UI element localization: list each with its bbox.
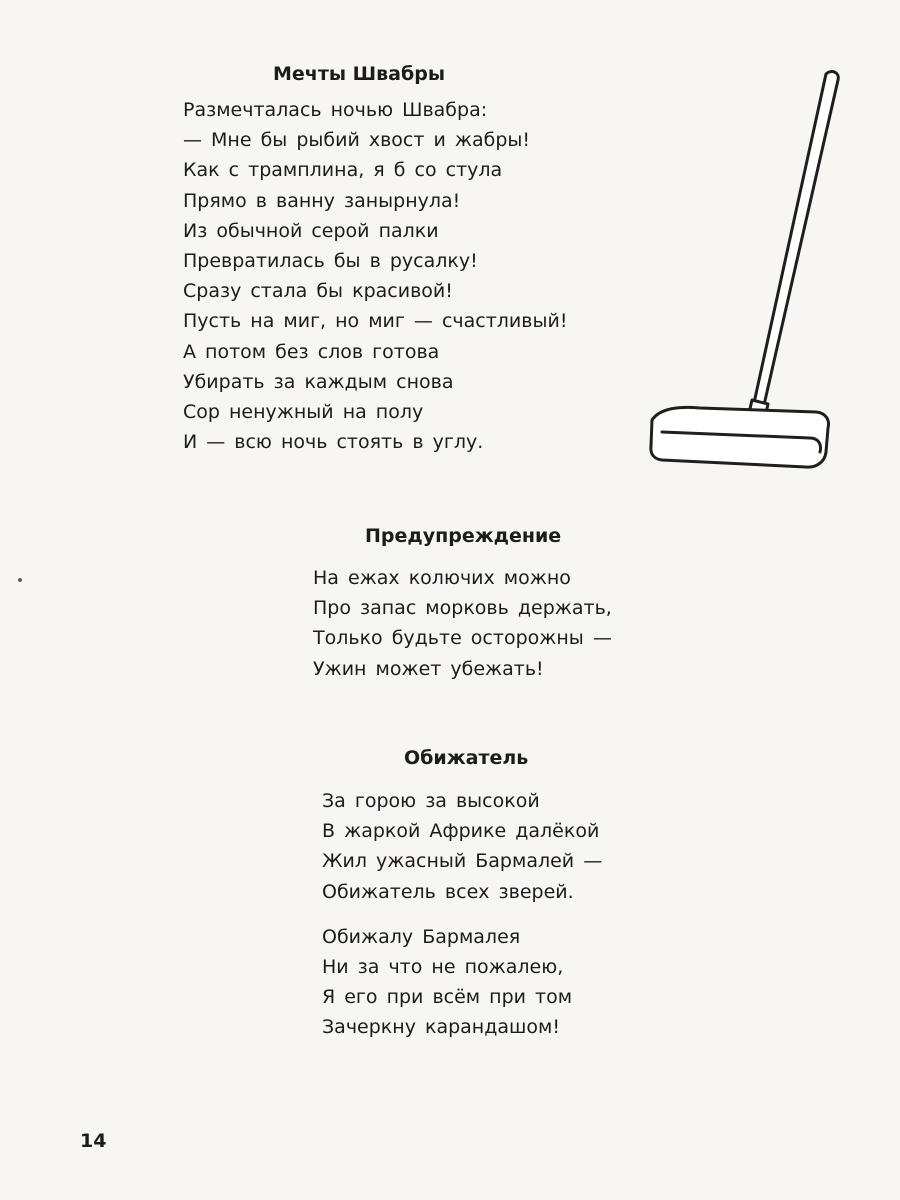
poem-line: Ни за что не пожалею,	[322, 956, 564, 979]
poem-line: Только будьте осторожны —	[313, 627, 612, 650]
poem-line: Жил ужасный Бармалей —	[322, 850, 603, 873]
poem-line: Обижалу Бармалея	[322, 925, 521, 948]
poem-title: Предупреждение	[365, 525, 562, 547]
poem-title: Обижатель	[404, 747, 529, 769]
poem-line: Прямо в ванну занырнула!	[183, 189, 461, 212]
poem-line: Про запас морковь держать,	[313, 597, 612, 620]
poem-line: — Мне бы рыбий хвост и жабры!	[183, 129, 531, 152]
poem-line: Сразу стала бы красивой!	[183, 280, 453, 303]
poem-line: А потом без слов готова	[183, 340, 440, 363]
poem-stanza	[322, 786, 602, 907]
poem-title: Мечты Швабры	[273, 63, 446, 85]
poem-line: Превратилась бы в русалку!	[183, 250, 478, 273]
poem-line: В жаркой Африке далёкой	[322, 820, 600, 843]
poem-line: Из обычной серой палки	[183, 219, 439, 242]
poem-line: Ужин может убежать!	[313, 657, 544, 680]
poem-obizhatel	[322, 746, 602, 1043]
poem-preduprezhdenie	[313, 524, 612, 684]
poem-line: Сор ненужный на полу	[183, 401, 424, 424]
poem-line: Я его при всём при том	[322, 986, 573, 1009]
poem-line: Обижатель всех зверей.	[322, 880, 574, 903]
poem-line: Убирать за каждым снова	[183, 370, 454, 393]
poem-line: Размечталась ночью Швабра:	[183, 99, 488, 121]
poem-line: На ежах колючих можно	[313, 567, 571, 589]
poem-line: Как с трамплина, я б со стула	[183, 159, 503, 182]
poem-mechty-shvabry	[183, 62, 567, 457]
poem-line: Зачеркну карандашом!	[322, 1016, 560, 1039]
poem-stanza	[322, 922, 602, 1043]
poem-line: За горою за высокой	[322, 790, 540, 812]
poem-stanza	[313, 563, 612, 684]
paper-speck	[18, 578, 22, 582]
poem-line: И — всю ночь стоять в углу.	[183, 431, 484, 454]
page-number: 14	[80, 1130, 107, 1152]
mop-icon	[640, 60, 850, 480]
poem-stanza	[183, 95, 567, 457]
poem-line: Пусть на миг, но миг — счастливый!	[183, 310, 568, 333]
